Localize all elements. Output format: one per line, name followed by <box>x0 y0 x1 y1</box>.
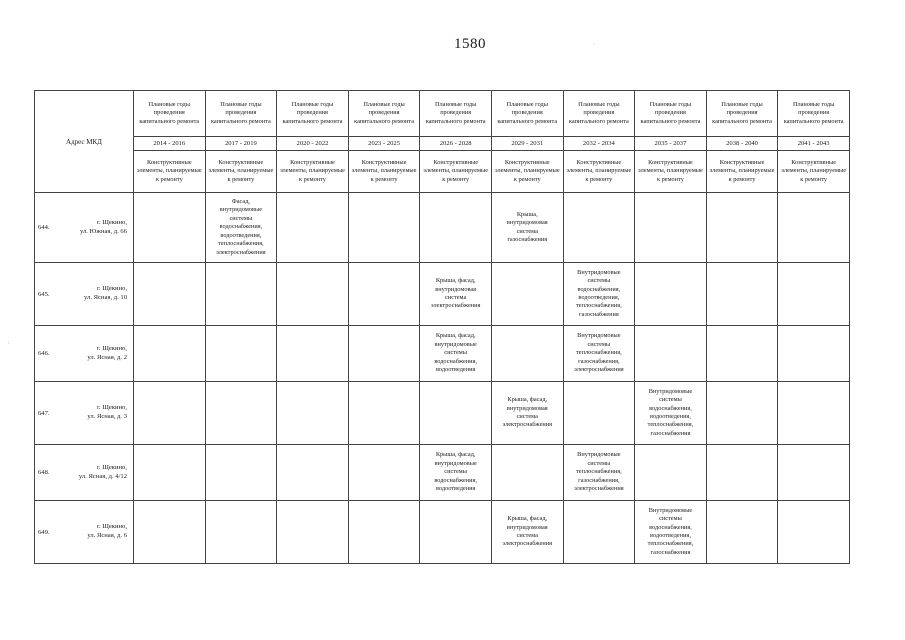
repair-elements-cell <box>420 382 492 445</box>
repair-element-line: теплоснабжения, <box>576 302 622 310</box>
repair-elements-cell <box>635 382 707 445</box>
repair-elements-cell <box>420 263 492 326</box>
repair-element-line: газоснабжения <box>650 429 691 437</box>
repair-elements-cell <box>277 193 349 263</box>
period-label-header: Плановые годы проведения капитального ремонта <box>491 91 563 137</box>
address-cell <box>61 382 134 445</box>
row-number: 648. <box>35 445 61 501</box>
repair-element-line: электроснабжения <box>502 540 553 548</box>
repair-element-line: электроснабжения <box>430 302 481 310</box>
elements-label-header: Конструктивные элементы, планируемые к ремонту <box>277 151 349 193</box>
repair-element-line: водоотведения, <box>578 294 620 301</box>
period-years-header: 2029 - 2031 <box>491 137 563 151</box>
repair-elements-cell <box>706 445 778 501</box>
repair-element-line: внутридомовая <box>506 523 548 531</box>
repair-element-line: системы <box>587 340 611 348</box>
repair-element-line: теплоснабжения, <box>647 421 694 429</box>
repair-elements-cell <box>348 263 420 326</box>
repair-element-line: системы <box>659 515 682 523</box>
repair-elements-cell <box>277 382 349 445</box>
repair-element-line: водоотведения, <box>649 413 691 420</box>
repair-elements-cell <box>635 193 707 263</box>
period-label-header: Плановые годы проведения капитального ремонта <box>205 91 277 137</box>
period-years-header: 2035 - 2037 <box>635 137 707 151</box>
repair-elements-cell <box>420 326 492 382</box>
repair-elements-cell <box>420 193 492 263</box>
repair-element-line: Внутридомовые <box>577 268 621 276</box>
repair-element-line: Фасад, <box>231 198 250 206</box>
address-line: г. Щекино, <box>96 463 127 471</box>
repair-elements-cell <box>134 326 206 382</box>
repair-element-line: системы <box>587 459 611 467</box>
repair-elements-cell <box>420 501 492 564</box>
repair-element-line: водоотведения <box>435 485 476 493</box>
repair-element-line: теплоснабжения, <box>218 240 264 248</box>
repair-element-line: система <box>516 413 538 420</box>
repair-element-line: теплоснабжения, <box>576 468 622 476</box>
repair-element-line: внутридомовая <box>506 219 548 227</box>
repair-element-line: система <box>516 227 538 235</box>
repair-elements-cell <box>277 501 349 564</box>
repair-element-line: Внутридомовые <box>577 332 621 340</box>
period-label-header: Плановые годы проведения капитального ремонта <box>348 91 420 137</box>
repair-elements-cell <box>205 326 277 382</box>
period-label-header: Плановые годы проведения капитального ремонта <box>778 91 850 137</box>
address-line: г. Щекино, <box>96 404 127 412</box>
repair-element-line: газоснабжения, <box>578 357 620 365</box>
row-number: 649. <box>35 501 61 564</box>
address-line: ул. Ясная, д. 10 <box>84 294 127 301</box>
repair-elements-cell <box>348 382 420 445</box>
repair-element-line: системы <box>587 277 611 285</box>
repair-elements-cell <box>563 382 635 445</box>
address-line: ул. Ясная, д. 6 <box>87 532 127 539</box>
repair-element-line: системы <box>444 349 468 357</box>
repair-elements-cell <box>706 263 778 326</box>
row-number: 647. <box>35 382 61 445</box>
repair-element-line: системы <box>659 396 682 404</box>
elements-label-header: Конструктивные элементы, планируемые к ремонту <box>134 151 206 193</box>
repair-elements-cell <box>706 501 778 564</box>
repair-elements-cell <box>205 501 277 564</box>
period-years-header: 2020 - 2022 <box>277 137 349 151</box>
repair-elements-cell <box>205 445 277 501</box>
repair-elements-cell <box>778 501 850 564</box>
period-years-header: 2023 - 2025 <box>348 137 420 151</box>
repair-elements-cell <box>134 193 206 263</box>
repair-elements-cell <box>563 445 635 501</box>
elements-label-header: Конструктивные элементы, планируемые к ремонту <box>778 151 850 193</box>
table-row <box>35 501 850 564</box>
elements-label-header: Конструктивные элементы, планируемые к ремонту <box>348 151 420 193</box>
address-cell <box>61 263 134 326</box>
table-row <box>35 382 850 445</box>
row-number: 646. <box>35 326 61 382</box>
repair-elements-cell <box>277 326 349 382</box>
repair-elements-cell <box>491 382 563 445</box>
repair-elements-cell <box>706 193 778 263</box>
repair-element-line: газоснабжения <box>507 235 548 243</box>
repair-element-line: Внутридомовые <box>577 451 621 459</box>
repair-element-line: водоотведения, <box>220 231 262 239</box>
repair-elements-cell <box>277 263 349 326</box>
address-line: г. Щекино, <box>96 285 127 293</box>
repair-element-line: водоотведения <box>435 366 476 374</box>
repair-elements-cell <box>635 501 707 564</box>
repair-element-line: водоснабжения, <box>577 285 621 293</box>
repair-schedule-table-wrap <box>34 90 850 564</box>
address-line: ул. Южная, д. 66 <box>79 227 127 235</box>
repair-element-line: водоотведения, <box>649 532 691 539</box>
address-column-header: Адрес МКД <box>35 91 134 193</box>
repair-elements-cell <box>205 263 277 326</box>
repair-elements-cell <box>563 326 635 382</box>
elements-label-header: Конструктивные элементы, планируемые к ремонту <box>706 151 778 193</box>
table-row <box>35 445 850 501</box>
repair-element-line: газоснабжения <box>578 310 619 318</box>
address-cell <box>61 501 134 564</box>
address-line: г. Щекино, <box>96 523 127 531</box>
repair-element-line: внутридомовые <box>219 206 262 214</box>
repair-elements-cell <box>205 382 277 445</box>
repair-schedule-table <box>34 90 850 564</box>
repair-elements-cell <box>706 382 778 445</box>
elements-label-header: Конструктивные элементы, планируемые к ремонту <box>635 151 707 193</box>
elements-label-header: Конструктивные элементы, планируемые к ремонту <box>205 151 277 193</box>
repair-elements-cell <box>563 193 635 263</box>
repair-elements-cell <box>778 382 850 445</box>
repair-element-line: водоснабжения, <box>649 523 692 531</box>
address-line: ул. Ясная, д. 3 <box>87 413 127 420</box>
address-cell <box>61 193 134 263</box>
repair-elements-cell <box>134 263 206 326</box>
row-number: 645. <box>35 263 61 326</box>
page-number: 1580 <box>454 36 486 52</box>
repair-elements-cell <box>348 193 420 263</box>
repair-elements-cell <box>134 501 206 564</box>
repair-element-line: теплоснабжения, <box>647 540 694 548</box>
period-label-header: Плановые годы проведения капитального ремонта <box>277 91 349 137</box>
elements-label-header: Конструктивные элементы, планируемые к ремонту <box>491 151 563 193</box>
repair-element-line: электроснабжения <box>502 421 553 429</box>
table-row <box>35 326 850 382</box>
address-cell <box>61 445 134 501</box>
repair-element-line: внутридомовая <box>506 404 548 412</box>
repair-elements-cell <box>348 501 420 564</box>
repair-elements-cell <box>778 445 850 501</box>
period-label-header: Плановые годы проведения капитального ремонта <box>635 91 707 137</box>
elements-label-header: Конструктивные элементы, планируемые к ремонту <box>420 151 492 193</box>
period-years-header: 2038 - 2040 <box>706 137 778 151</box>
repair-element-line: электроснабжения <box>574 366 624 374</box>
period-years-header: 2017 - 2019 <box>205 137 277 151</box>
elements-label-header: Конструктивные элементы, планируемые к ремонту <box>563 151 635 193</box>
repair-elements-cell <box>348 326 420 382</box>
address-cell <box>61 326 134 382</box>
repair-elements-cell <box>778 193 850 263</box>
repair-elements-cell <box>706 326 778 382</box>
repair-element-line: водоснабжения, <box>434 476 478 484</box>
address-line: г. Щекино, <box>96 344 127 352</box>
repair-element-line: водоснабжения, <box>434 357 478 365</box>
repair-elements-cell <box>491 263 563 326</box>
repair-element-line: система <box>516 532 538 539</box>
repair-elements-cell <box>778 263 850 326</box>
table-row <box>35 263 850 326</box>
repair-elements-cell <box>491 326 563 382</box>
repair-element-line: водоснабжения, <box>649 404 692 412</box>
repair-element-line: Крыша, фасад, <box>507 396 548 404</box>
repair-element-line: Крыша, <box>516 210 538 218</box>
address-line: г. Щекино, <box>96 218 127 226</box>
address-line: ул. Ясная, д. 4/12 <box>78 472 127 480</box>
repair-elements-cell <box>778 326 850 382</box>
repair-elements-cell <box>563 263 635 326</box>
repair-element-line: электроснабжения <box>574 485 624 493</box>
repair-elements-cell <box>635 263 707 326</box>
period-years-header: 2026 - 2028 <box>420 137 492 151</box>
table-body <box>35 193 850 564</box>
repair-elements-cell <box>420 445 492 501</box>
address-line: ул. Ясная, д. 2 <box>87 353 127 361</box>
repair-element-line: Крыша, фасад, <box>435 451 476 459</box>
repair-element-line: Крыша, фасад, <box>435 277 476 285</box>
repair-element-line: Крыша, фасад, <box>435 332 476 340</box>
repair-element-line: Внутридомовые <box>648 387 693 395</box>
repair-element-line: газоснабжения <box>650 548 691 556</box>
repair-element-line: внутридомовая <box>435 285 477 293</box>
scan-mark: · <box>593 42 595 48</box>
repair-element-line: теплоснабжения, <box>576 349 622 357</box>
repair-element-line: внутридомовые <box>434 459 477 467</box>
period-label-header: Плановые годы проведения капитального ремонта <box>706 91 778 137</box>
period-label-header: Плановые годы проведения капитального ремонта <box>420 91 492 137</box>
repair-element-line: газоснабжения, <box>578 476 620 484</box>
repair-elements-cell <box>277 445 349 501</box>
repair-elements-cell <box>348 445 420 501</box>
repair-element-line: системы <box>229 214 253 222</box>
repair-elements-cell <box>635 326 707 382</box>
repair-element-line: электроснабжения <box>216 248 266 256</box>
period-years-header: 2014 - 2016 <box>134 137 206 151</box>
repair-elements-cell <box>635 445 707 501</box>
period-label-header: Плановые годы проведения капитального ремонта <box>563 91 635 137</box>
period-years-header: 2032 - 2034 <box>563 137 635 151</box>
table-row <box>35 193 850 263</box>
table-header <box>35 91 850 193</box>
repair-elements-cell <box>205 193 277 263</box>
repair-elements-cell <box>563 501 635 564</box>
repair-element-line: внутридомовые <box>434 340 477 348</box>
period-years-header: 2041 - 2043 <box>778 137 850 151</box>
repair-elements-cell <box>491 193 563 263</box>
row-number: 644. <box>35 193 61 263</box>
repair-element-line: Крыша, фасад, <box>507 515 548 523</box>
repair-elements-cell <box>491 501 563 564</box>
period-label-header: Плановые годы проведения капитального ремонта <box>134 91 206 137</box>
scan-mark: : <box>8 340 10 346</box>
repair-element-line: Внутридомовые <box>648 506 693 514</box>
repair-element-line: водоснабжения, <box>219 223 263 231</box>
repair-elements-cell <box>134 445 206 501</box>
repair-elements-cell <box>134 382 206 445</box>
repair-element-line: системы <box>444 468 468 476</box>
repair-element-line: система <box>445 294 467 301</box>
repair-elements-cell <box>491 445 563 501</box>
